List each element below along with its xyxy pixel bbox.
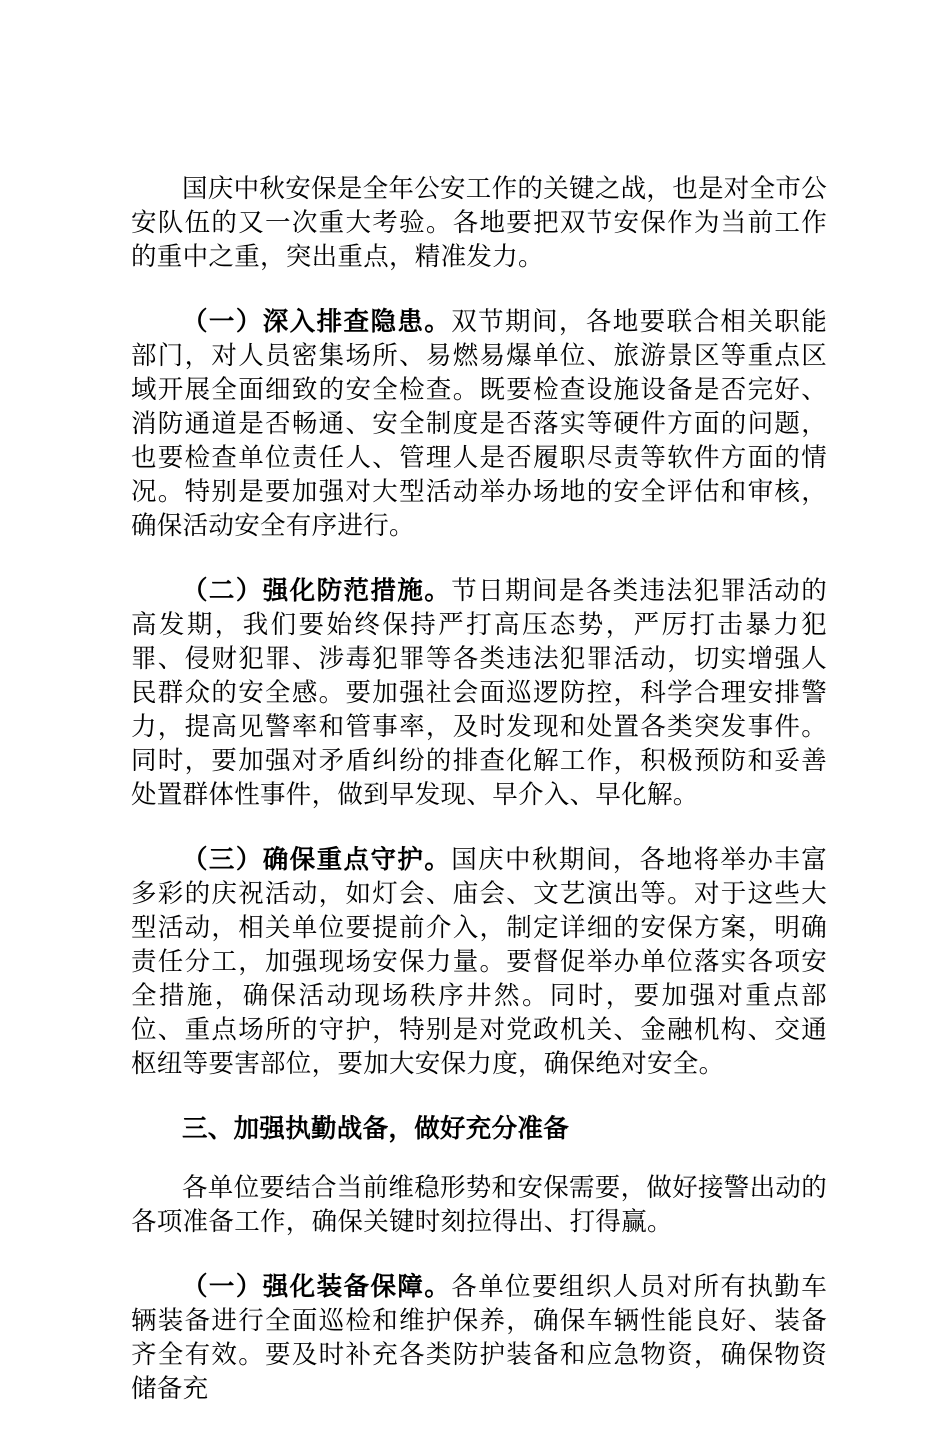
paragraph-section-item-1: [131, 1270, 827, 1406]
paragraph-lead: （二）强化防范措施。: [182, 576, 452, 606]
paragraph-text: 双节期间，各地要联合相关职能部门，对人员密集场所、易燃易爆单位、旅游景区等重点区域开展全面细致的安全检查。既要检查设施设备是否完好、消防通道是否畅通、安全制度是否落实等硬件方面的问题，也要检查单位责任人、管理人是否履职尽责等软件方面的情况。特别是要加强对大型活动举办场地的安全评估和审核，确保活动安全有序进行。: [131, 307, 827, 541]
paragraph-item-2: [131, 574, 827, 812]
paragraph-intro: [131, 172, 827, 274]
paragraph-lead: （一）深入排查隐患。: [182, 307, 452, 337]
document-page: [131, 172, 827, 1437]
paragraph-lead: （一）强化装备保障。: [182, 1272, 452, 1302]
paragraph-item-1: [131, 305, 827, 543]
paragraph-text: 各单位要结合当前维稳形势和安保需要，做好接警出动的各项准备工作，确保关键时刻拉得出、打得赢。: [131, 1173, 828, 1237]
section-heading: 三、加强执勤战备，做好充分准备: [182, 1114, 570, 1144]
paragraph-text: 国庆中秋安保是全年公安工作的关键之战，也是对全市公安队伍的又一次重大考验。各地要把双节安保作为当前工作的重中之重，突出重点，精准发力。: [131, 174, 828, 272]
paragraph-item-3: [131, 843, 827, 1081]
paragraph-section-intro: [131, 1171, 827, 1239]
paragraph-lead: （三）确保重点守护。: [182, 845, 452, 875]
paragraph-text: 国庆中秋期间，各地将举办丰富多彩的庆祝活动，如灯会、庙会、文艺演出等。对于这些大型活动，相关单位要提前介入，制定详细的安保方案，明确责任分工，加强现场安保力量。要督促举办单位落实各项安全措施，确保活动现场秩序井然。同时，要加强对重点部位、重点场所的守护，特别是对党政机关、金融机构、交通枢纽等要害部位，要加大安保力度，确保绝对安全。: [131, 845, 827, 1079]
paragraph-text: 各单位要组织人员对所有执勤车辆装备进行全面巡检和维护保养，确保车辆性能良好、装备齐全有效。要及时补充各类防护装备和应急物资，确保物资储备充: [131, 1272, 827, 1404]
paragraph-text: 节日期间是各类违法犯罪活动的高发期，我们要始终保持严打高压态势，严厉打击暴力犯罪、侵财犯罪、涉毒犯罪等各类违法犯罪活动，切实增强人民群众的安全感。要加强社会面巡逻防控，科学合理安排警力，提高见警率和管事率，及时发现和处置各类突发事件。同时，要加强对矛盾纠纷的排查化解工作，积极预防和妥善处置群体性事件，做到早发现、早介入、早化解。: [131, 576, 827, 810]
